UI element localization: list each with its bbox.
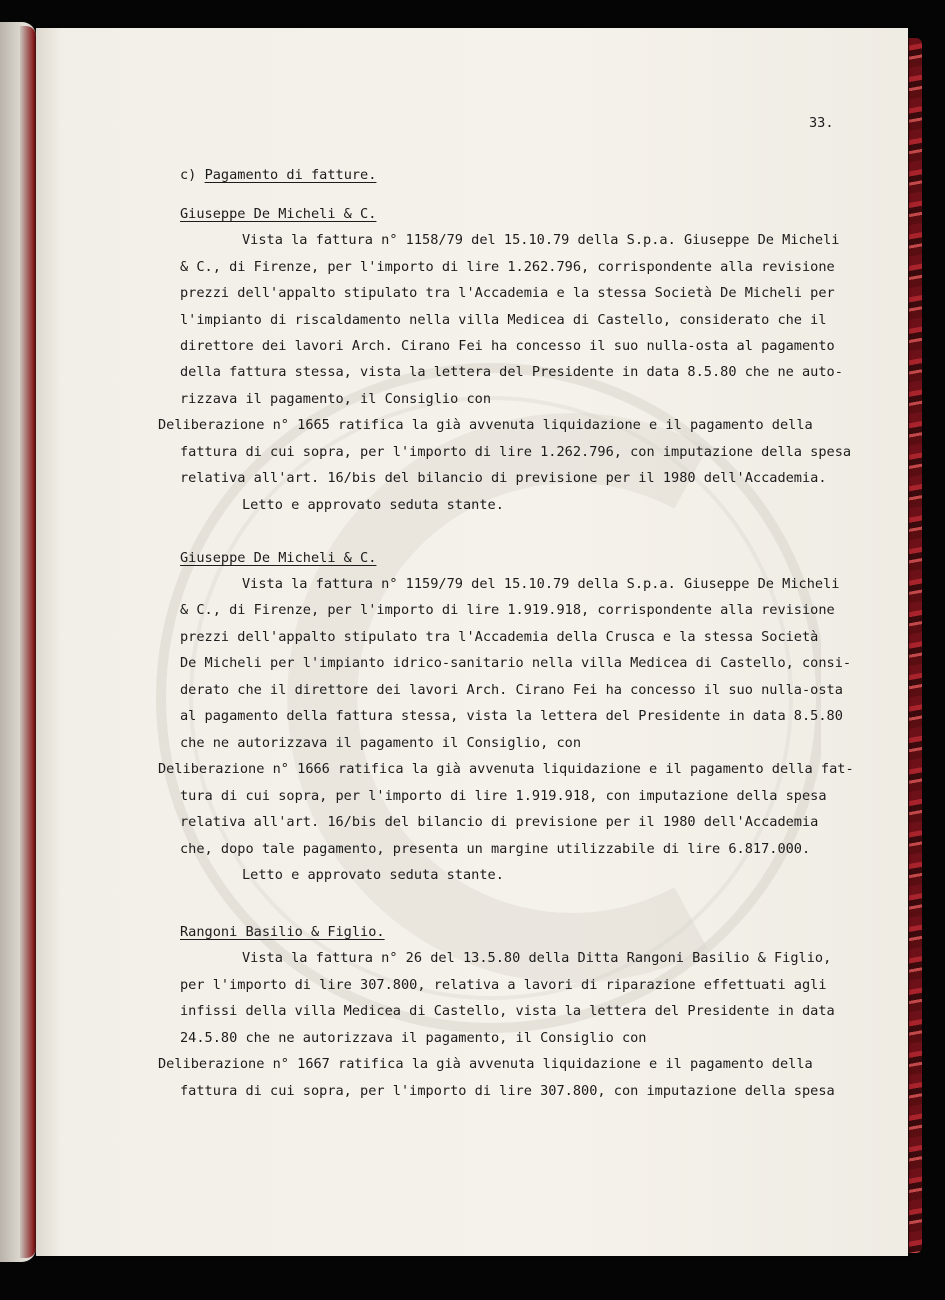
deliberation-line: Deliberazione n° 1665 ratifica la già avvenuta liquidazione e il pagamento della	[158, 417, 813, 433]
watermark-seal	[131, 178, 821, 1178]
body-line: derato che il direttore dei lavori Arch. Cirano Fei ha concesso il suo nulla-osta	[180, 682, 843, 698]
closing-line: Letto e approvato seduta stante.	[242, 497, 504, 513]
block-heading: Rangoni Basilio & Figlio.	[180, 924, 385, 940]
body-line: rizzava il pagamento, il Consiglio con	[180, 391, 491, 407]
body-line: Vista la fattura n° 1158/79 del 15.10.79 della S.p.a. Giuseppe De Micheli	[242, 232, 840, 248]
deliberation-line: che, dopo tale pagamento, presenta un margine utilizzabile di lire 6.817.000.	[180, 841, 811, 857]
deliberation-line: relativa all'art. 16/bis del bilancio di previsione per il 1980 dell'Accademia.	[180, 470, 827, 486]
body-line: Vista la fattura n° 1159/79 del 15.10.79 della S.p.a. Giuseppe De Micheli	[242, 576, 840, 592]
body-line: prezzi dell'appalto stipulato tra l'Accademia della Crusca e la stessa Società	[180, 629, 819, 645]
deliberation-line: Deliberazione n° 1666 ratifica la già avvenuta liquidazione e il pagamento della fat-	[158, 761, 854, 777]
body-line: 24.5.80 che ne autorizzava il pagamento, il Consiglio con	[180, 1030, 647, 1046]
deliberation-line: tura di cui sopra, per l'importo di lire 1.919.918, con imputazione della spesa	[180, 788, 827, 804]
deliberation-line: Deliberazione n° 1667 ratifica la già avvenuta liquidazione e il pagamento della	[158, 1056, 813, 1072]
body-line: che ne autorizzava il pagamento il Consiglio, con	[180, 735, 582, 751]
body-line: della fattura stessa, vista la lettera del Presidente in data 8.5.80 che ne auto-	[180, 364, 843, 380]
block-heading: Giuseppe De Micheli & C.	[180, 550, 377, 566]
deliberation-line: fattura di cui sopra, per l'importo di lire 1.262.796, con imputazione della spesa	[180, 444, 852, 460]
section-heading: c) Pagamento di fatture.	[180, 167, 377, 183]
deliberation-line: fattura di cui sopra, per l'importo di lire 307.800, con imputazione della spesa	[180, 1083, 835, 1099]
book-cover-left	[20, 26, 36, 1258]
document-page	[36, 28, 908, 1256]
body-line: De Micheli per l'impianto idrico-sanitario nella villa Medicea di Castello, consi-	[180, 655, 852, 671]
body-line: prezzi dell'appalto stipulato tra l'Accademia e la stessa Società De Micheli per	[180, 285, 835, 301]
body-line: & C., di Firenze, per l'importo di lire 1.262.796, corrispondente alla revisione	[180, 259, 835, 275]
body-line: direttore dei lavori Arch. Cirano Fei ha concesso il suo nulla-osta al pagamento	[180, 338, 835, 354]
body-line: al pagamento della fattura stessa, vista la lettera del Presidente in data 8.5.80	[180, 708, 843, 724]
body-line: l'impianto di riscaldamento nella villa Medicea di Castello, considerato che il	[180, 312, 827, 328]
block-heading: Giuseppe De Micheli & C.	[180, 206, 377, 222]
deliberation-line: relativa all'art. 16/bis del bilancio di previsione per il 1980 dell'Accademia	[180, 814, 819, 830]
page-number: 33.	[809, 115, 834, 131]
section-heading-title: Pagamento di fatture.	[204, 167, 377, 183]
body-line: infissi della villa Medicea di Castello, vista la lettera del Presidente in data	[180, 1003, 835, 1019]
body-line: per l'importo di lire 307.800, relativa a lavori di riparazione effettuati agli	[180, 977, 827, 993]
body-line: Vista la fattura n° 26 del 13.5.80 della Ditta Rangoni Basilio & Figlio,	[242, 950, 832, 966]
closing-line: Letto e approvato seduta stante.	[242, 867, 504, 883]
body-line: & C., di Firenze, per l'importo di lire 1.919.918, corrispondente alla revisione	[180, 602, 835, 618]
